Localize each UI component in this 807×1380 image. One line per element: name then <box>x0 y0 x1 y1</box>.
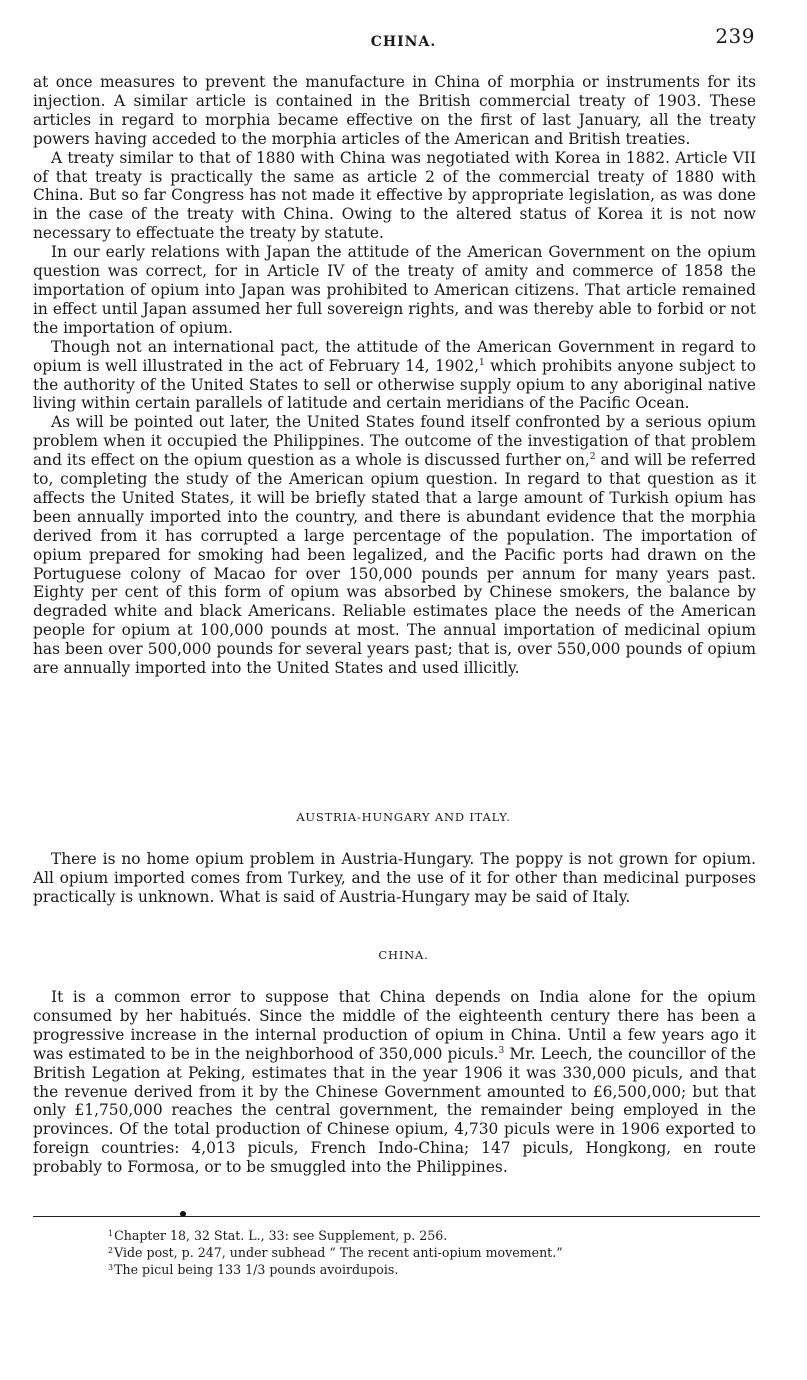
footnote-3 <box>108 1260 748 1277</box>
footnote-reference: 3 <box>498 1045 505 1056</box>
body-text-china <box>33 988 756 1177</box>
running-title: CHINA. <box>370 34 437 50</box>
footnote-mark: 3 <box>108 1263 114 1272</box>
section-heading-austria-hungary: AUSTRIA-HUNGARY AND ITALY. <box>296 810 511 824</box>
footnote-text: The picul being 133 1/3 pounds avoirdupois. <box>114 1262 399 1277</box>
footnote-text: Chapter 18, 32 Stat. L., 33: see Supplement, p. 256. <box>114 1228 448 1243</box>
footnote-reference: 1 <box>479 357 485 368</box>
paragraph-china-production <box>33 988 756 1177</box>
footnote-divider <box>33 1216 760 1217</box>
paragraph-morphia-treaties: at once measures to prevent the manufacture in China of morphia or instruments for its injection. A similar article is contained in the British commercial treaty of 1903. These articles in regard to morphia became effective on the first of last January, all the treaty powers having acceded to the morphia articles of the American and British treaties. <box>33 73 756 148</box>
footnote-1 <box>108 1226 748 1243</box>
paragraph-text: As will be pointed out later, the United States found itself confronted by a serious opium problem when it occupied the Philippines. The outcome of the investigation of that problem and its effect on the opium question as a whole is discussed further on, <box>33 413 756 470</box>
paragraph-act-of-1902 <box>33 338 756 414</box>
paragraph-text: which prohibits anyone subject to the authority of the United States to sell or otherwise supply opium to any aboriginal native living within certain parallels of latitude and certain meridians of the Pacific Ocean. <box>33 356 756 413</box>
footnote-mark: 2 <box>108 1246 114 1255</box>
footnote-reference: 2 <box>589 452 596 463</box>
footnote-2 <box>108 1243 748 1260</box>
body-text-austria-hungary <box>33 850 756 907</box>
section-heading-china: CHINA. <box>378 948 429 962</box>
paragraph-text: and will be referred to, completing the study of the American opium question. In regard to that question as it affects the United States, it will be briefly stated that a large amount of Turkish opium has been annually imported into the country, and there is abundant evidence that the morphia derived from it has corrupted a large percentage of the population. The importation of opium prepared for smoking had been legalized, and the Pacific ports had drawn on the Portuguese colony of Macao for over 150,000 pounds per annum for many years past. Eighty per cent of this form of opium was absorbed by Chinese smokers, the balance by degraded white and black Americans. Reliable estimates place the needs of the American people for opium at 100,000 pounds at most. The annual importation of medicinal opium has been over 500,000 pounds for several years past; that is, over 550,000 pounds of opium are annually imported into the United States and used illicitly. <box>33 451 756 678</box>
page-number: 239 <box>715 24 755 48</box>
paragraph-austria-hungary: There is no home opium problem in Austria-Hungary. The poppy is not grown for opium. All opium imported comes from Turkey, and the use of it for other than medicinal purposes practically is unknown. What is said of Austria-Hungary may be said of Italy. <box>33 850 756 906</box>
paragraph-japan-relations: In our early relations with Japan the attitude of the American Government on the opium question was correct, for in Article IV of the treaty of amity and commerce of 1858 the importation of opium into Japan was prohibited to American citizens. That article remained in effect until Japan assumed her full sovereign rights, and was thereby able to forbid or not the importation of opium. <box>33 243 756 337</box>
paragraph-korea-treaty: A treaty similar to that of 1880 with China was negotiated with Korea in 1882. Article VII of that treaty is practically the same as article 2 of the commercial treaty of 1880 with China. But so far Congress has not made it effective by appropriate legislation, as was done in the case of the treaty with China. Owing to the altered status of Korea it is not now necessary to effectuate the treaty by statute. <box>33 148 756 243</box>
footnotes <box>108 1226 748 1277</box>
footnote-mark: 1 <box>108 1229 114 1238</box>
paragraph-text: Mr. Leech, the councillor of the British Legation at Peking, estimates that in the year 1906 it was 330,000 piculs, and that the revenue derived from it by the Chinese Government amounted to £6,500,000; but that only £1,750,000 reaches the central government, the remainder being employed in the provinces. Of the total production of Chinese opium, 4,730 piculs were in 1906 exported to foreign countries: 4,013 piculs, French Indo-China; 147 piculs, Hongkong, en route probably to Formosa, or to be smuggled into the Philippines. <box>33 1044 756 1177</box>
paragraph-text: Though not an international pact, the attitude of the American Government in regard to opium is well illustrated in the act of February 14, 1902, <box>33 337 756 375</box>
paragraph-text: It is a common error to suppose that China depends on India alone for the opium consumed by her habitués. Since the middle of the eighteenth century there has been a progressive increase in the internal production of opium in China. Until a few years ago it was estimated to be in the neighborhood of 350,000 piculs. <box>33 988 756 1063</box>
body-text-united-states <box>33 73 756 678</box>
footnote-text: Vide post, p. 247, under subhead “ The recent anti-opium movement.” <box>114 1245 563 1260</box>
paragraph-philippines-opium <box>33 413 756 678</box>
